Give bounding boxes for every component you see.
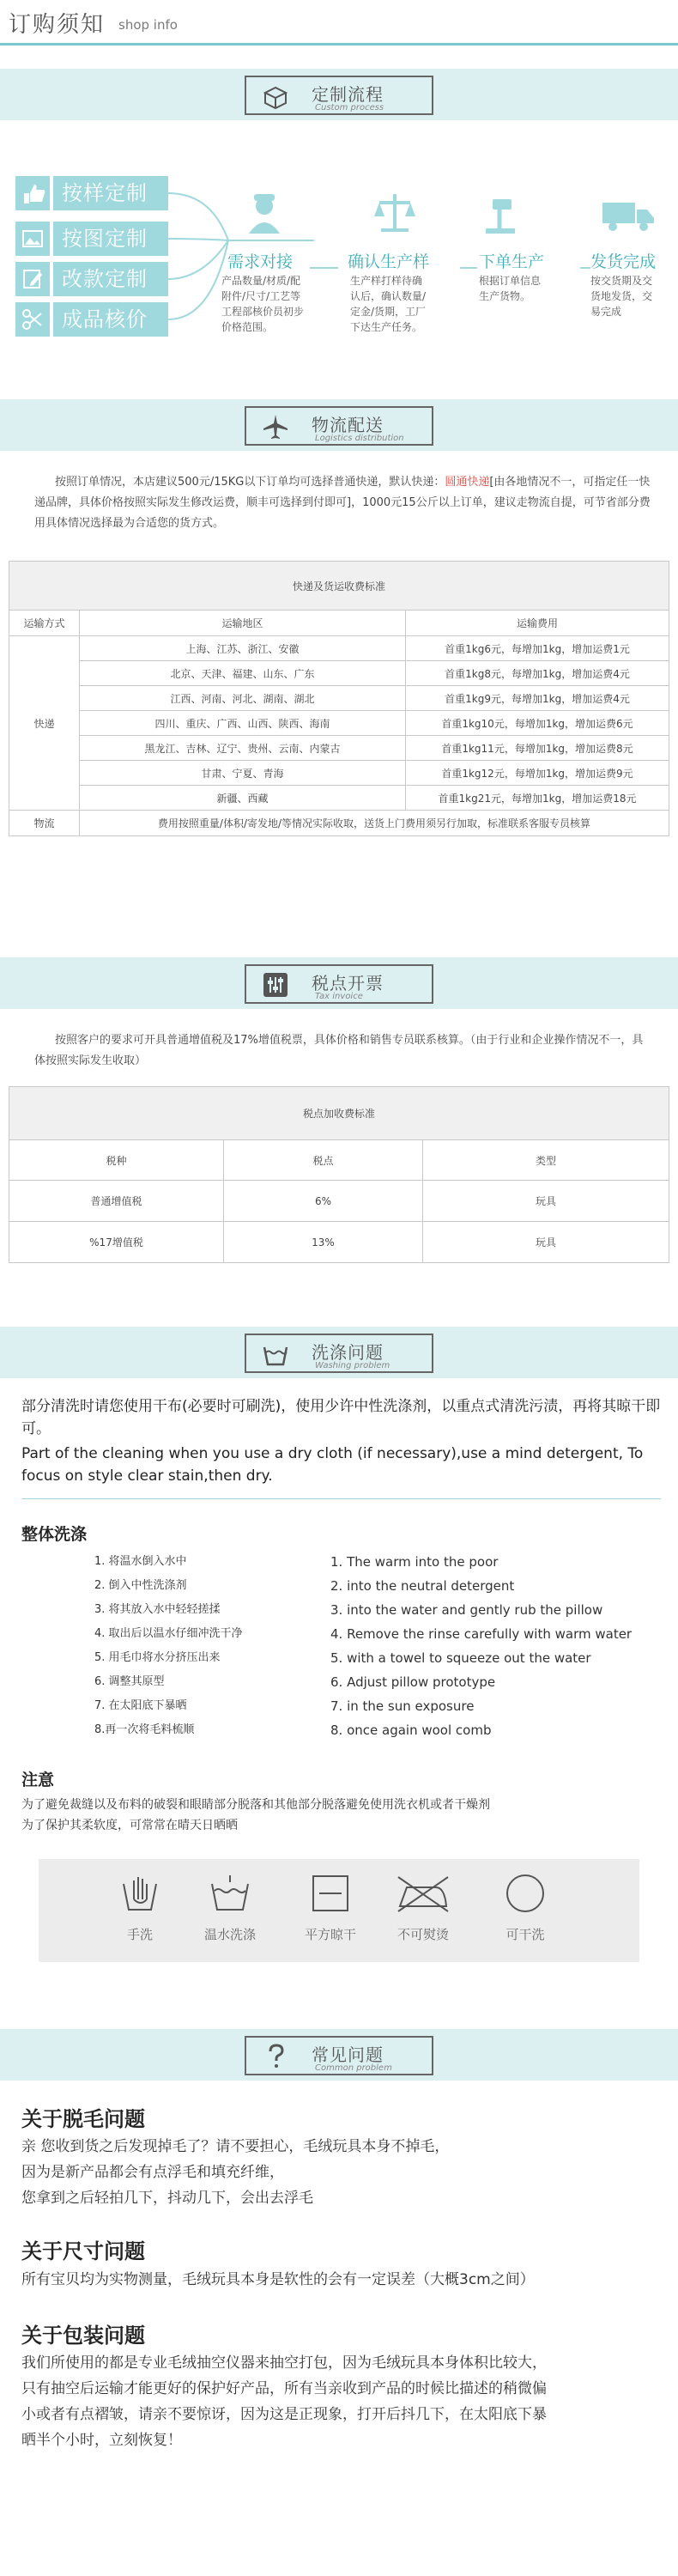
- step-desc-line: 定金/货期，工厂: [350, 306, 427, 318]
- step-desc-line: 认后，确认数量/: [350, 290, 427, 302]
- section-subtitle: Logistics distribution: [315, 434, 404, 443]
- wash-intro-en: Part of the cleaning when you use a dry cloth (if necessary),use a mind detergent, To focus on style clear stain,then dry.: [21, 1445, 644, 1485]
- faq-answer-line: 您拿到之后轻拍几下，抖动几下，会出去浮毛: [21, 2190, 313, 2207]
- gavel-icon: [481, 191, 529, 239]
- list-item: 8. once again wool comb: [330, 1722, 492, 1738]
- list-item: 1. The warm into the poor: [330, 1554, 499, 1570]
- wash-whole-title: 整体洗涤: [21, 1525, 88, 1544]
- table-cell: 上海、江苏、浙江、安徽: [80, 636, 406, 661]
- wash-icon-item: [288, 1872, 373, 1943]
- shipping-text: 按照订单情况，本店建议500元/15KG以下订单均可选择普通快递，默认快递：: [55, 476, 445, 489]
- section-title: 常见问题: [312, 2044, 384, 2065]
- delivery-truck-icon: [601, 197, 657, 235]
- table-title: 税点加收费标准: [9, 1087, 669, 1140]
- process-option-label: 按图定制: [53, 222, 168, 256]
- faq-answer-line: 晒半个小时，立刻恢复！: [21, 2432, 182, 2449]
- image-icon: [15, 222, 50, 256]
- table-cell: 四川、重庆、广西、山西、陕西、海南: [80, 711, 406, 736]
- section-banner-wash: [0, 1327, 678, 1378]
- step-title-3: 下单生产: [479, 252, 545, 271]
- page-subtitle: shop info: [118, 17, 178, 33]
- wash-icon-label: 可干洗: [505, 1927, 545, 1942]
- step-desc-3: [479, 273, 541, 304]
- gift-box-icon: [262, 82, 289, 110]
- process-option-3: [15, 262, 168, 296]
- table-cell: 13%: [224, 1222, 423, 1263]
- wash-icon-item: [97, 1872, 183, 1943]
- section-banner-process: [0, 69, 678, 120]
- faq-answer-line: 所有宝贝均为实物测量，毛绒玩具本身是软性的会有一定误差（大概3cm之间）: [21, 2271, 535, 2288]
- table-cell: 首重1kg21元，每增加1kg，增加运费18元: [406, 786, 669, 811]
- wash-steps-cn: [94, 1550, 243, 1742]
- table-header: 税种: [9, 1140, 224, 1181]
- list-item: 6. 调整其原型: [94, 1675, 165, 1688]
- list-item: 4. Remove the rinse carefully with warm water: [330, 1626, 633, 1642]
- table-cell: 首重1kg11元，每增加1kg，增加运费8元: [406, 736, 669, 761]
- process-option-label: 按样定制: [53, 176, 168, 210]
- wash-icon-label: 不可熨烫: [397, 1927, 449, 1942]
- table-header: 运输地区: [80, 611, 406, 636]
- wash-intro-cn: 部分清洗时请您使用干布(必要时可刷洗)，使用少许中性洗涤剂，以重点式清洗污渍，再将其晾干即可。: [21, 1398, 661, 1437]
- step-desc-line: 附件/尺寸/工艺等: [221, 290, 301, 302]
- warm-water-wash-icon: [209, 1872, 251, 1915]
- section-banner-faq: [0, 2029, 678, 2081]
- wash-note-text: [21, 1795, 490, 1836]
- customer-service-icon: [240, 189, 288, 237]
- note-line: 为了避免裁缝以及布料的破裂和眼睛部分脱落和其他部分脱落避免使用洗衣机或者干燥剂: [21, 1798, 490, 1812]
- faq-answer-line: 只有抽空后运输才能更好的保护好产品，所有当亲收到产品的时候比描述的稍微偏: [21, 2380, 547, 2397]
- list-item: 2. 倒入中性洗涤剂: [94, 1579, 187, 1592]
- step-desc-line: 工程部核价员初步: [221, 306, 305, 318]
- section-banner-tax: [0, 957, 678, 1009]
- step-desc-1: [221, 273, 304, 335]
- section-banner-shipping: [0, 399, 678, 451]
- scale-icon: [371, 189, 419, 237]
- page-title: 订购须知: [9, 12, 106, 38]
- step-title-2: 确认生产样: [348, 252, 430, 271]
- list-item: 8.再一次将毛料梳顺: [94, 1723, 195, 1736]
- table-header: 运输方式: [9, 611, 80, 636]
- step-desc-line: 生产货物。: [479, 290, 531, 302]
- process-option-label: 改款定制: [53, 262, 168, 296]
- faq-answer: [21, 2350, 674, 2453]
- flat-dry-icon: [309, 1872, 352, 1915]
- process-option-4: [15, 302, 168, 337]
- wash-icon-item: [482, 1872, 568, 1943]
- step-desc-2: [350, 273, 426, 335]
- list-item: 6. Adjust pillow prototype: [330, 1674, 496, 1690]
- step-desc-line: 生产样打样待确: [350, 275, 423, 287]
- wash-note-title: 注意: [21, 1771, 55, 1789]
- step-desc-line: 下达生产任务。: [350, 321, 423, 333]
- table-title: 快递及货运收费标准: [9, 562, 669, 611]
- list-item: 7. in the sun exposure: [330, 1698, 475, 1714]
- wash-icon-label: 手洗: [126, 1927, 153, 1942]
- section-title: 定制流程: [312, 84, 384, 105]
- faq-answer-line: 因为是新产品都会有点浮毛和填充纤维，: [21, 2164, 284, 2181]
- section-title: 税点开票: [312, 973, 384, 993]
- step-desc-line: 易完成: [590, 306, 622, 318]
- table-cell: 首重1kg10元，每增加1kg，增加运费6元: [406, 711, 669, 736]
- table-cell: 首重1kg12元，每增加1kg，增加运费9元: [406, 761, 669, 786]
- note-line: 为了保护其柔软度，可常常在晴天日晒晒: [21, 1819, 238, 1832]
- hand-wash-icon: [118, 1872, 161, 1915]
- faq-answer-line: 亲 您收到货之后发现掉毛了？请不要担心，毛绒玩具本身不掉毛，: [21, 2138, 450, 2155]
- process-option-1: [15, 176, 168, 210]
- table-cell: 北京、天津、福建、山东、广东: [80, 661, 406, 686]
- wash-icon-item: [187, 1872, 273, 1943]
- faq-question: 关于尺寸问题: [21, 2239, 145, 2263]
- table-header: 税点: [224, 1140, 423, 1181]
- step-desc-line: 产品数量/材质/配: [221, 275, 301, 287]
- question-mark-icon: [262, 2043, 289, 2070]
- list-item: 3. into the water and gently rub the pillow: [330, 1602, 603, 1618]
- step-desc-line: 根据订单信息: [479, 275, 542, 287]
- table-cell: 甘肃、宁夏、青海: [80, 761, 406, 786]
- shipping-highlight: 圆通快递: [445, 476, 490, 489]
- faq-answer-line: 小或者有点褶皱，请亲不要惊讶，因为这是正现象，打开后抖几下，在太阳底下暴: [21, 2406, 547, 2423]
- wash-icon-label: 平方晾干: [304, 1927, 356, 1942]
- table-cell: %17增值税: [9, 1222, 224, 1263]
- wash-divider: [21, 1498, 661, 1499]
- table-cell: 江西、河南、河北、湖南、湖北: [80, 686, 406, 711]
- step-desc-line: 货地发货，交: [590, 290, 653, 302]
- step-desc-line: 按交货期及交: [590, 275, 653, 287]
- table-cell: 玩具: [423, 1181, 669, 1222]
- table-cell: 首重1kg6元，每增加1kg，增加运费1元: [406, 636, 669, 661]
- section-subtitle: Custom process: [315, 103, 384, 112]
- table-header: 类型: [423, 1140, 669, 1181]
- scissors-icon: [15, 302, 50, 337]
- step-title-4: 发货完成: [590, 252, 657, 271]
- faq-question: 关于包装问题: [21, 2324, 145, 2348]
- shipping-table: [9, 561, 669, 836]
- list-item: 4. 取出后以温水仔细冲洗干净: [94, 1627, 243, 1640]
- step-desc-4: [590, 273, 652, 319]
- faq-question: 关于脱毛问题: [21, 2107, 145, 2131]
- list-item: 1. 将温水倒入水中: [94, 1555, 187, 1568]
- shipping-text: [由各地情况不一，可指定任一快递品牌，具体价格按照实际发生修改运费，顺丰可选择到付即可]，1000元15公斤以上订单，建议走物流自提，可节省部分费用具体情况选择最为合适您的货方式。: [34, 476, 651, 530]
- section-subtitle: Tax invoice: [315, 992, 363, 1001]
- table-cell: 普通增值税: [9, 1181, 224, 1222]
- tax-table: [9, 1086, 669, 1263]
- process-option-label: 成品核价: [53, 302, 168, 337]
- dry-clean-icon: [504, 1872, 547, 1915]
- page-header: [0, 0, 678, 52]
- list-item: 3. 将其放入水中轻轻搓揉: [94, 1603, 221, 1616]
- section-subtitle: Washing problem: [315, 1361, 390, 1370]
- section-title: 洗涤问题: [312, 1342, 384, 1363]
- step-title-1: 需求对接: [227, 252, 294, 271]
- faq-answer: [21, 2134, 665, 2211]
- faq-answer-line: 我们所使用的都是专业毛绒抽空仪器来抽空打包，因为毛绒玩具本身体积比较大，: [21, 2354, 547, 2372]
- edit-icon: [15, 262, 50, 296]
- wash-basin-icon: [262, 1340, 289, 1368]
- wash-icon-label: 温水洗涤: [203, 1927, 256, 1942]
- table-cell: 物流: [9, 811, 80, 836]
- section-title: 物流配送: [312, 415, 384, 435]
- table-cell: 新疆、西藏: [80, 786, 406, 811]
- no-iron-icon: [393, 1872, 453, 1915]
- list-item: 7. 在太阳底下暴晒: [94, 1699, 187, 1712]
- wash-steps-en: [330, 1550, 632, 1742]
- table-cell: 黑龙江、吉林、辽宁、贵州、云南、内蒙古: [80, 736, 406, 761]
- table-cell: 快递: [9, 636, 80, 811]
- table-cell: 首重1kg8元，每增加1kg，增加运费4元: [406, 661, 669, 686]
- list-item: 5. 用毛巾将水分挤压出来: [94, 1651, 221, 1664]
- wash-icon-item: [380, 1872, 466, 1943]
- table-cell: 首重1kg9元，每增加1kg，增加运费4元: [406, 686, 669, 711]
- table-cell: 费用按照重量/体积/寄发地/等情况实际收取，送货上门费用须另行加取，标准联系客服专员核算: [80, 811, 669, 836]
- table-cell: 6%: [224, 1181, 423, 1222]
- list-item: 2. into the neutral detergent: [330, 1578, 515, 1594]
- list-item: 5. with a towel to squeeze out the water: [330, 1650, 591, 1666]
- sliders-icon: [262, 971, 289, 999]
- header-divider: [0, 43, 678, 46]
- faq-answer: [21, 2267, 665, 2293]
- process-option-2: [15, 222, 168, 256]
- airplane-icon: [262, 413, 289, 440]
- step-desc-line: 价格范围。: [221, 321, 274, 333]
- section-subtitle: Common problem: [315, 2063, 392, 2073]
- shipping-paragraph: [34, 472, 652, 534]
- table-cell: 玩具: [423, 1222, 669, 1263]
- tax-paragraph: 按照客户的要求可开具普通增值税及17%增值税票，具体价格和销售专员联系核算。（由于行业和企业操作情况不一，具体按照实际发生收取）: [34, 1034, 644, 1067]
- table-header: 运输费用: [406, 611, 669, 636]
- thumbs-up-icon: [15, 176, 50, 210]
